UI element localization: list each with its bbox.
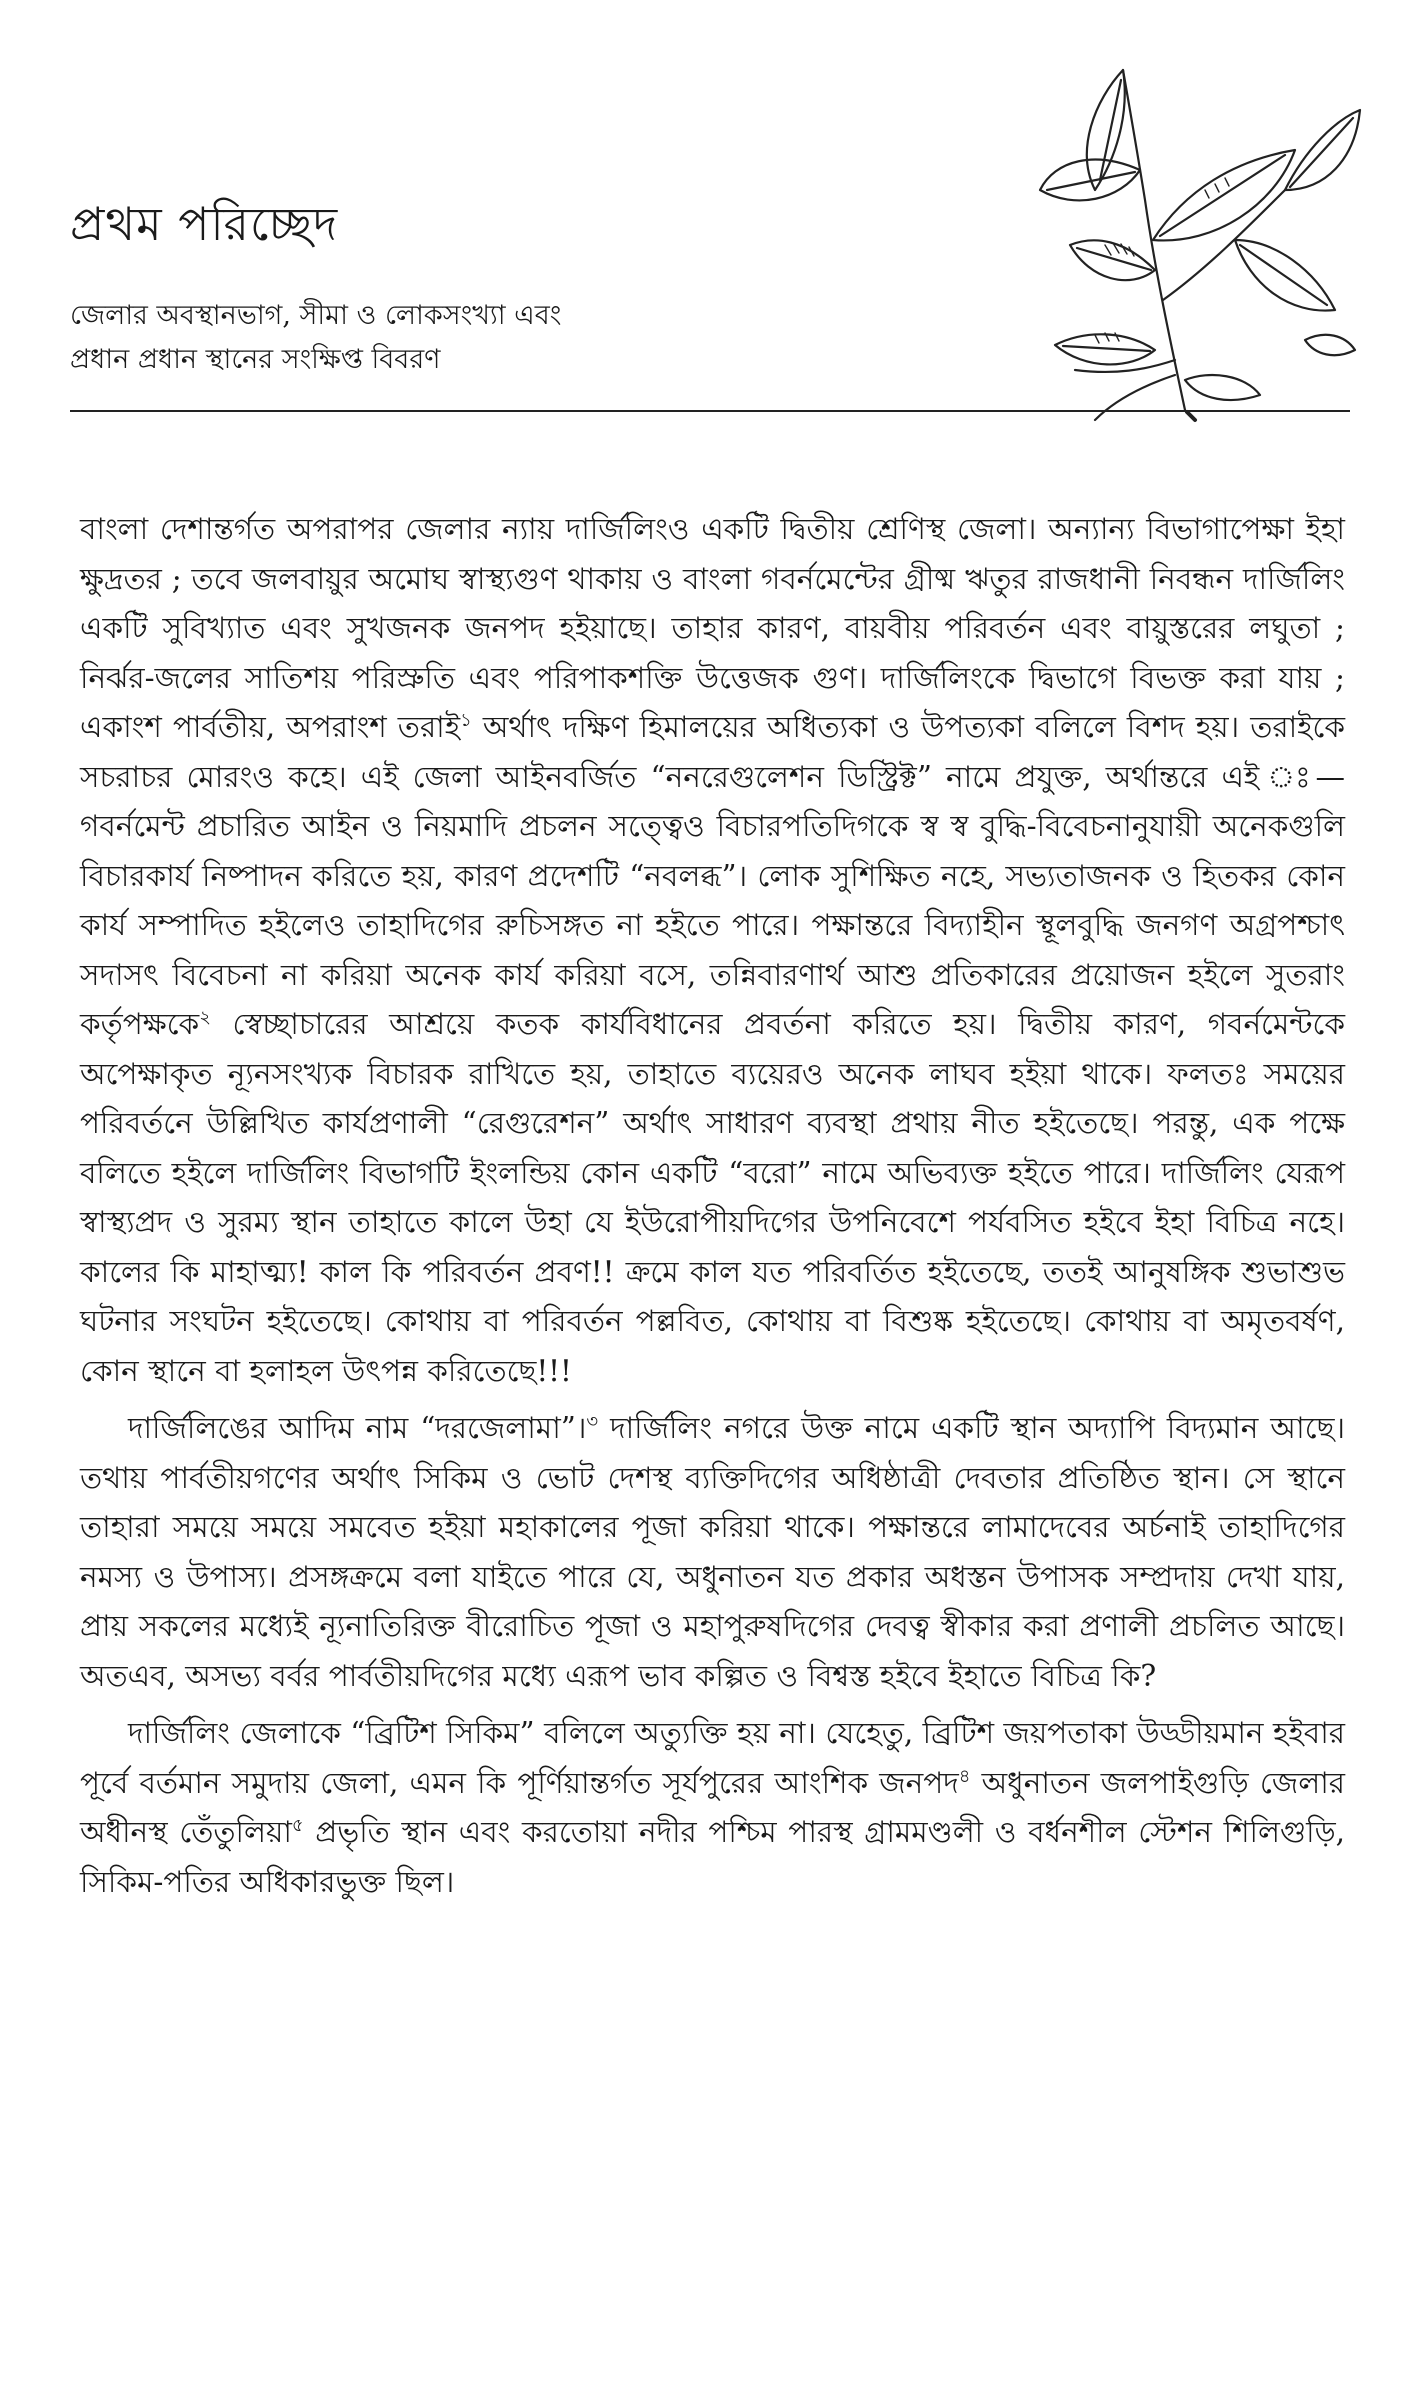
paragraph-text: বাংলা দেশান্তর্গত অপরাপর জেলার ন্যায় দার্জিলিংও একটি দ্বিতীয় শ্রেণিস্থ জেলা। অন্যান্য বিভাগাপেক্ষা ইহা ক্ষুদ্রতর ; তবে জলবায়ুর অমোঘ স্বাস্থ্যগুণ থাকায় ও বাংলা গবর্নমেন্টের গ্রীষ্ম ঋতুর রাজধানী নিবন্ধন দার্জিলিং একটি সুবিখ্যাত এবং সুখজনক জনপদ হইয়াছে। তাহার কারণ, বায়বীয় পরিবর্তন এবং বায়ুস্তরের লঘুতা ; নির্ঝর-জলের সাতিশয় পরিস্রুতি এবং পরিপাকশক্তি উত্তেজক গুণ। দার্জিলিংকে দ্বিভাগে বিভক্ত করা যায় ; একাংশ পার্বতীয়, অপরাংশ তরাই <box>80 512 1345 744</box>
chapter-title: প্রথম পরিচ্ছেদ <box>70 197 339 251</box>
header-divider <box>70 410 1350 412</box>
paragraph-text: প্রভৃতি স্থান এবং করতোয়া নদীর পশ্চিম পারস্থ গ্রামমণ্ডলী ও বর্ধনশীল স্টেশন শিলিগুড়ি, সিকিম-পতির অধিকারভুক্ত ছিল। <box>80 1815 1346 1899</box>
paragraph-text: দার্জিলিঙের আদিম নাম “দরজেলামা”। <box>128 1411 587 1445</box>
paragraph-text: অধুনাতন জলপাইগুড়ি জেলার অধীনস্থ তেঁতুলিয়া <box>80 1765 1345 1849</box>
body-paragraph <box>80 505 1345 1396</box>
paragraph-text: দার্জিলিং নগরে উক্ত নামে একটি স্থান অদ্যাপি বিদ্যমান আছে। তথায় পার্বতীয়গণের অর্থাৎ সিকিম ও ভোট দেশস্থ ব্যক্তিদিগের অধিষ্ঠাত্রী দেবতার প্রতিষ্ঠিত স্থান। সে স্থানে তাহারা সময়ে সময়ে সমবেত হইয়া মহাকালের পূজা করিয়া থাকে। পক্ষান্তরে লামাদেবের অর্চনাই তাহাদিগের নমস্য ও উপাস্য। প্রসঙ্গক্রমে বলা যাইতে পারে যে, অধুনাতন যত প্রকার অধস্তন উপাসক সম্প্রদায় দেখা যায়, প্রায় সকলের মধ্যেই ন্যূনাতিরিক্ত বীরোচিত পূজা ও মহাপুরুষদিগের দেবত্ব স্বীকার করা প্রণালী প্রচলিত আছে। অতএব, অসভ্য বর্বর পার্বতীয়দিগের মধ্যে এরূপ ভাব কল্পিত ও বিশ্বস্ত হইবে ইহাতে বিচিত্র কি? <box>80 1411 1345 1693</box>
chapter-body <box>80 505 1345 1907</box>
body-paragraph <box>80 1709 1345 1907</box>
subtitle-line-1: জেলার অবস্থানভাগ, সীমা ও লোকসংখ্যা এবং <box>70 300 562 331</box>
chapter-header <box>70 190 970 382</box>
subtitle-line-2: প্রধান প্রধান স্থানের সংক্ষিপ্ত বিবরণ <box>70 344 441 375</box>
tea-leaf-sprig-icon <box>1035 40 1365 430</box>
body-paragraph <box>80 1404 1345 1701</box>
footnote-marker: ৫ <box>291 1815 304 1837</box>
chapter-subtitle <box>70 294 970 382</box>
footnote-marker: ২ <box>199 1007 211 1029</box>
paragraph-text: অর্থাৎ দক্ষিণ হিমালয়ের অধিত্যকা ও উপত্যকা বলিলে বিশদ হয়। তরাইকে সচরাচর মোরংও কহে। এই জেলা আইনবর্জিত “ননরেগুলেশন ডিস্ট্রিক্ট” নামে প্রযুক্ত, অর্থান্তরে এই ঃ—গবর্নমেন্ট প্রচারিত আইন ও নিয়মাদি প্রচলন সত্ত্বেও বিচারপতিদিগকে স্ব স্ব বুদ্ধি-বিবেচনানুযায়ী অনেকগুলি বিচারকার্য নিষ্পাদন করিতে হয়, কারণ প্রদেশটি “নবলব্ধ”। লোক সুশিক্ষিত নহে, সভ্যতাজনক ও হিতকর কোন কার্য সম্পাদিত হইলেও তাহাদিগের রুচিসঙ্গত না হইতে পারে। পক্ষান্তরে বিদ্যাহীন স্থূলবুদ্ধি জনগণ অগ্রপশ্চাৎ সদাসৎ বিবেচনা না করিয়া অনেক কার্য করিয়া বসে, তন্নিবারণার্থ আশু প্রতিকারের প্রয়োজন হইলে সুতরাং কর্তৃপক্ষকে <box>80 710 1346 1041</box>
footnote-marker: ১ <box>460 710 472 732</box>
paragraph-text: স্বেচ্ছাচারের আশ্রয়ে কতক কার্যবিধানের প্রবর্তনা করিতে হয়। দ্বিতীয় কারণ, গবর্নমেন্টকে অপেক্ষাকৃত ন্যূনসংখ্যক বিচারক রাখিতে হয়, তাহাতে ব্যয়েরও অনেক লাঘব হইয়া থাকে। ফলতঃ সময়ের পরিবর্তনে উল্লিখিত কার্যপ্রণালী “রেগুরেশন” অর্থাৎ সাধারণ ব্যবস্থা প্রথায় নীত হইতেছে। পরন্তু, এক পক্ষে বলিতে হইলে দার্জিলিং বিভাগটি ইংলন্ডিয় কোন একটি “বরো” নামে অভিব্যক্ত হইতে পারে। দার্জিলিং যেরূপ স্বাস্থ্যপ্রদ ও সুরম্য স্থান তাহাতে কালে উহা যে ইউরোপীয়দিগের উপনিবেশে পর্যবসিত হইবে ইহা বিচিত্র নহে। কালের কি মাহাত্ম্য! কাল কি পরিবর্তন প্রবণ!! ক্রমে কাল যত পরিবর্তিত হইতেছে, ততই আনুষঙ্গিক শুভাশুভ ঘটনার সংঘটন হইতেছে। কোথায় বা পরিবর্তন পল্লবিত, কোথায় বা বিশুষ্ক হইতেছে। কোথায় বা অমৃতবর্ষণ, কোন স্থানে বা হলাহল উৎপন্ন করিতেছে!!! <box>80 1007 1345 1388</box>
footnote-marker: ৩ <box>586 1411 599 1433</box>
footnote-marker: ৪ <box>958 1765 971 1787</box>
paragraph-text: দার্জিলিং জেলাকে “ব্রিটিশ সিকিম” বলিলে অত্যুক্তি হয় না। যেহেতু, ব্রিটিশ জয়পতাকা উড্ডীয়মান হইবার পূর্বে বর্তমান সমুদায় জেলা, এমন কি পূর্ণিয়ান্তর্গত সূর্যপুরের আংশিক জনপদ <box>80 1716 1345 1800</box>
